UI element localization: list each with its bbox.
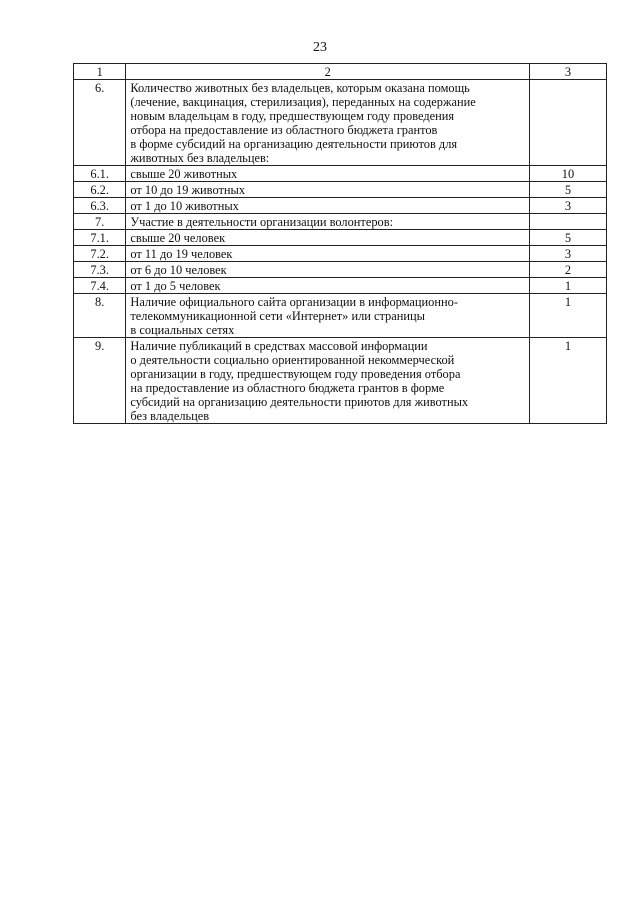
row-score: 5: [529, 182, 606, 198]
row-score: 1: [529, 338, 606, 424]
table-row: [74, 198, 607, 214]
row-score: 2: [529, 262, 606, 278]
row-number: 7.3.: [74, 262, 126, 278]
row-score: 3: [529, 246, 606, 262]
table-row: [74, 262, 607, 278]
table-row: [74, 166, 607, 182]
row-criterion: от 1 до 10 животных: [126, 198, 530, 214]
header-cell-criterion: 2: [126, 64, 530, 80]
row-number: 7.2.: [74, 246, 126, 262]
row-criterion: Наличие официального сайта организации в информационно- телекоммуникационной сети «Интернет» или страницы в социальных сетях: [126, 294, 530, 338]
row-criterion: Наличие публикаций в средствах массовой информации о деятельности социально ориентированной некоммерческой организации в году, предшествующем году проведения отбора на предоставление из областного бюджета грантов в форме субсидий на организацию деятельности приютов для животных без владельцев: [126, 338, 530, 424]
row-criterion: Участие в деятельности организации волонтеров:: [126, 214, 530, 230]
row-number: 6.3.: [74, 198, 126, 214]
row-number: 6.: [74, 80, 126, 166]
row-criterion: Количество животных без владельцев, которым оказана помощь (лечение, вакцинация, стерилизация), переданных на содержание новым владельцам в году, предшествующем году проведения отбора на предоставление из областного бюджета грантов в форме субсидий на организацию деятельности приютов для животных без владельцев:: [126, 80, 530, 166]
table-row: [74, 338, 607, 424]
row-number: 8.: [74, 294, 126, 338]
criteria-table: [73, 63, 607, 424]
row-score: 1: [529, 294, 606, 338]
row-score: 10: [529, 166, 606, 182]
row-score: 3: [529, 198, 606, 214]
table-row: [74, 214, 607, 230]
row-criterion: от 10 до 19 животных: [126, 182, 530, 198]
row-number: 6.2.: [74, 182, 126, 198]
row-score: [529, 80, 606, 166]
row-number: 7.4.: [74, 278, 126, 294]
row-criterion: от 6 до 10 человек: [126, 262, 530, 278]
row-number: 9.: [74, 338, 126, 424]
table-row: [74, 294, 607, 338]
header-cell-number: 1: [74, 64, 126, 80]
table-row: [74, 230, 607, 246]
row-criterion: свыше 20 человек: [126, 230, 530, 246]
header-cell-score: 3: [529, 64, 606, 80]
row-score: [529, 214, 606, 230]
row-criterion: свыше 20 животных: [126, 166, 530, 182]
table-row: [74, 182, 607, 198]
page-number: 23: [313, 40, 327, 55]
row-criterion: от 11 до 19 человек: [126, 246, 530, 262]
table-row: [74, 278, 607, 294]
row-score: 1: [529, 278, 606, 294]
row-number: 6.1.: [74, 166, 126, 182]
table-row: [74, 246, 607, 262]
row-criterion: от 1 до 5 человек: [126, 278, 530, 294]
table-row: [74, 80, 607, 166]
row-number: 7.1.: [74, 230, 126, 246]
row-score: 5: [529, 230, 606, 246]
table-header-row: [74, 64, 607, 80]
row-number: 7.: [74, 214, 126, 230]
